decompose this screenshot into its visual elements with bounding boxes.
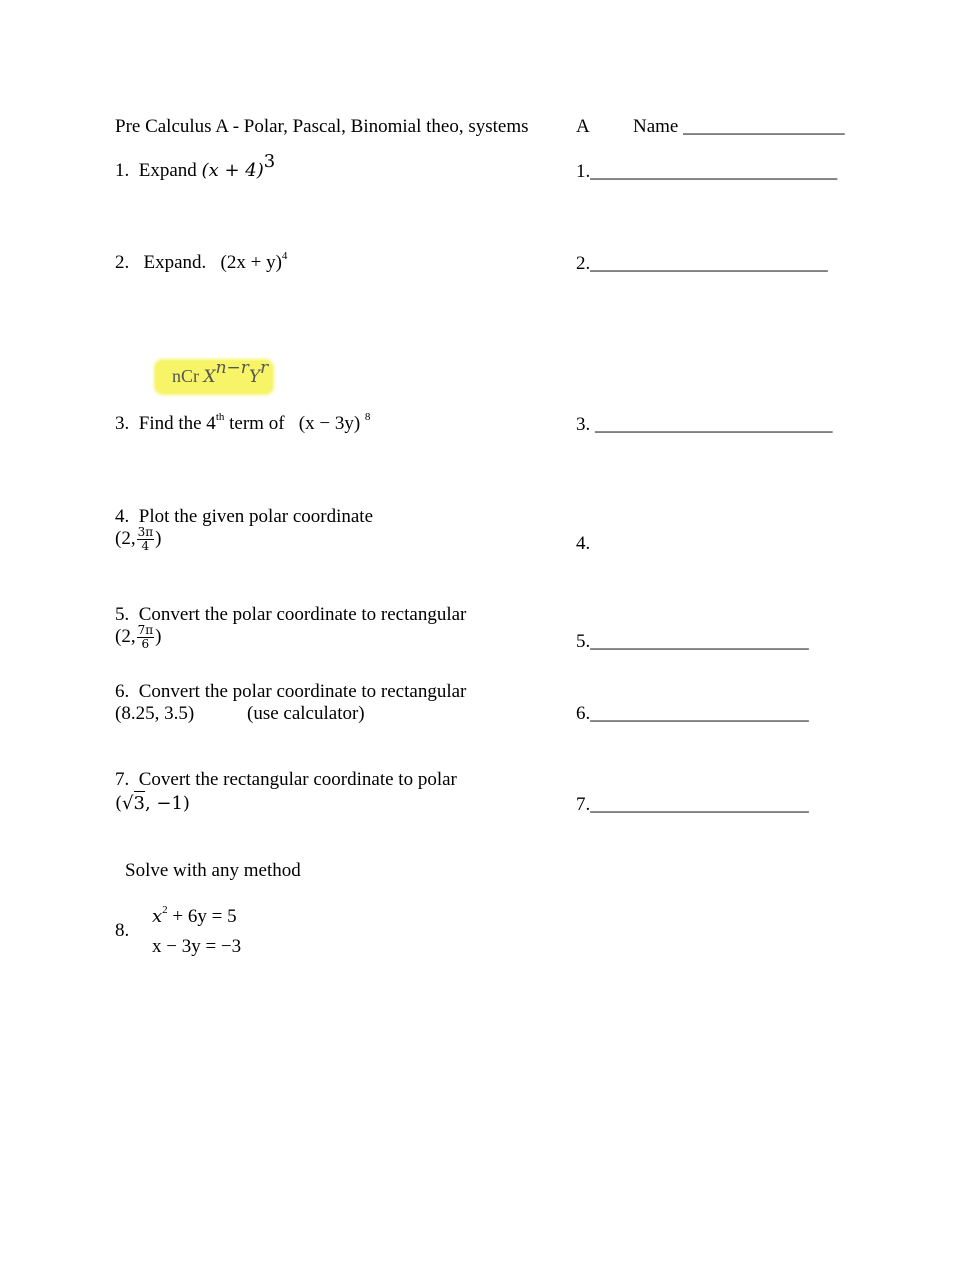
question-4: 4. Plot the given polar coordinate <box>115 506 374 527</box>
answer-2[interactable]: 2._________________________ <box>576 253 828 274</box>
answer-3[interactable]: 3. _________________________ <box>576 414 833 435</box>
question-2: 2. Expand. $(2x + y)^4$ <box>115 250 288 273</box>
question-7: 7. Covert the rectangular coordinate to polar <box>115 769 457 790</box>
answer-6[interactable]: 6._______________________ <box>576 703 809 724</box>
system-equation-2: x − 3y = −3 <box>152 936 242 957</box>
q2-expression: (2x + y) <box>220 252 282 273</box>
answer-4[interactable]: 4. <box>576 533 591 554</box>
q1-expression: (x + 4) <box>201 160 264 181</box>
system-equation-1: $x^2 + 6y = 5$ <box>152 904 237 927</box>
q6-coordinate: (8.25, 3.5) <box>115 703 195 724</box>
q4-coordinate: (2, $\frac{3\pi}{4}$ ) <box>115 525 162 553</box>
question-6: 6. Convert the polar coordinate to rectangular <box>115 681 467 702</box>
name-label: Name <box>633 116 679 137</box>
q6-note: (use calculator) <box>247 703 365 724</box>
binomial-term-hint: nCr $X^{n-r}Y^r$ <box>172 358 269 387</box>
q5-coordinate: (2, $\frac{7\pi}{6}$ ) <box>115 623 162 651</box>
question-3: 3. Find the 4th term of (x − 3y) $^8$ <box>115 411 371 434</box>
question-5: 5. Convert the polar coordinate to rectangular <box>115 604 467 625</box>
section-label: Solve with any method <box>125 860 301 881</box>
worksheet-title: Pre Calculus A - Polar, Pascal, Binomial theo, systems <box>115 116 529 137</box>
q3-expression: (x − 3y) <box>298 413 361 434</box>
name-blank: _________________ <box>683 116 845 137</box>
name-field[interactable] <box>633 116 845 138</box>
q7-coordinate: (√3, −1) <box>115 793 190 814</box>
version-label: A <box>576 116 590 137</box>
answer-7[interactable]: 7._______________________ <box>576 794 809 815</box>
question-1: 1. Expand $(x + 4)^3$ <box>115 151 276 181</box>
answer-5[interactable]: 5._______________________ <box>576 631 809 652</box>
answer-1[interactable]: 1.__________________________ <box>576 161 838 182</box>
question-8-number: 8. <box>115 920 130 941</box>
